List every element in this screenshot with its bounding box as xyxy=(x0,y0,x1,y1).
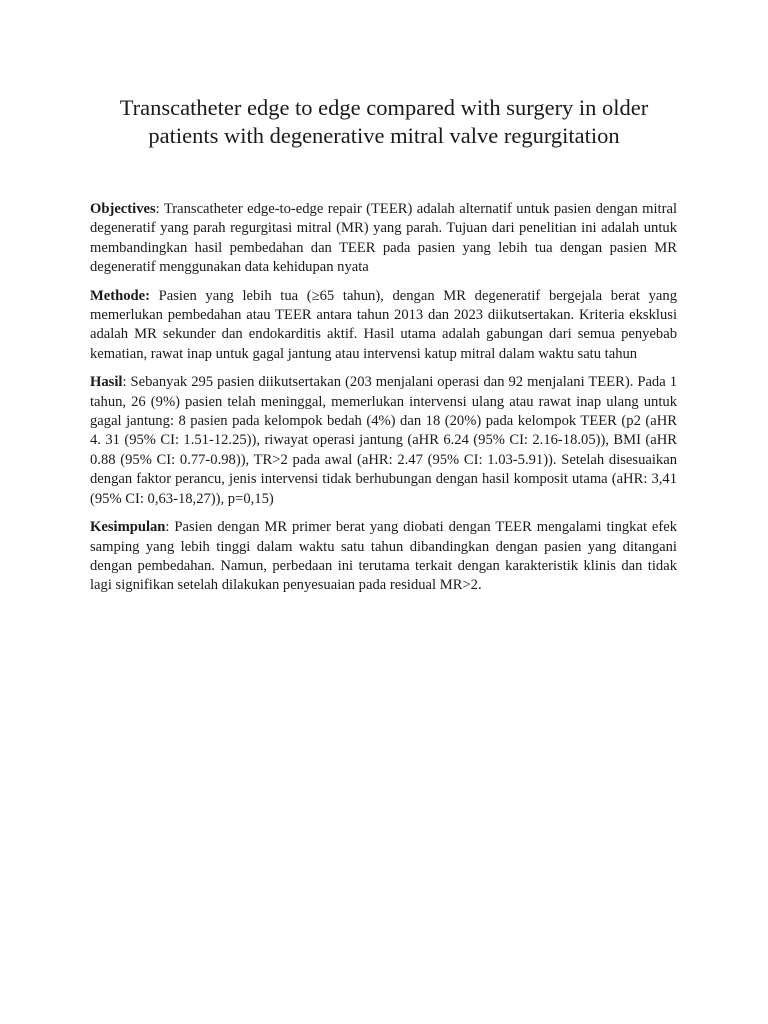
objectives-label: Objectives xyxy=(90,201,156,217)
methode-label: Methode: xyxy=(90,287,150,304)
document-title xyxy=(90,94,678,150)
kesimpulan-text: Pasien dengan MR primer berat yang diobati dengan TEER mengalami tingkat efek samping yang lebih tinggi dalam waktu satu tahun dibandingkan dengan pasien yang ditangani dengan pembedahan. Namun, perbedaan ini terutama terkait dengan karakteristik klinis dan tidak lagi signifikan setelah dilakukan penyesuaian pada residual MR>2. xyxy=(90,519,678,594)
hasil-paragraph xyxy=(90,373,677,509)
title-line-2: patients with degenerative mitral valve regurgitation xyxy=(148,123,620,148)
methode-separator xyxy=(150,288,159,304)
hasil-separator: : xyxy=(122,374,131,391)
hasil-label: Hasil xyxy=(90,374,123,391)
objectives-paragraph xyxy=(90,200,677,278)
hasil-text: Sebanyak 295 pasien diikutsertakan (203 menjalani operasi dan 92 menjalani TEER). Pada 1 tahun, 26 (9%) pasien telah meninggal, memerlukan intervensi ulang atau rawat inap ulang untuk gagal jantung: 8 pasien pada kelompok bedah (4%) dan 18 (20%) pada kelompok TEER (p2 (aHR 4. 31 (95% CI: 1.51-12.25)), riwayat operasi jantung (aHR 6.24 (95% CI: 2.16-18.05)), BMI (aHR 0.88 (95% CI: 0.77-0.98)), TR>2 pada awal (aHR: 2.47 (95% CI: 1.03-5.91)). Setelah disesuaikan dengan faktor perancu, jenis intervensi tidak berhubungan dengan hasil komposit utama (aHR: 3,41 (95% CI: 0,63-18,27)), p=0,15) xyxy=(90,374,677,507)
kesimpulan-paragraph xyxy=(90,518,677,596)
objectives-text: Transcatheter edge-to-edge repair (TEER) adalah alternatif untuk pasien dengan mitral degeneratif yang parah regurgitasi mitral (MR) yang parah. Tujuan dari penelitian ini adalah untuk membandingkan hasil pembedahan dan TEER pada pasien yang lebih tua dengan pasien MR degeneratif menggunakan data kehidupan nyata xyxy=(90,201,677,276)
kesimpulan-separator: : xyxy=(165,519,175,536)
title-line-1: Transcatheter edge to edge compared with surgery in older xyxy=(119,95,649,120)
abstract-body xyxy=(90,200,677,605)
methode-text: Pasien yang lebih tua (≥65 tahun), dengan MR degeneratif bergejala berat yang memerlukan pembedahan atau TEER antara tahun 2013 dan 2023 diikutsertakan. Kriteria eksklusi adalah MR sekunder dan endokarditis aktif. Hasil utama adalah gabungan dari semua penyebab kematian, rawat inap untuk gagal jantung atau intervensi katup mitral dalam waktu satu tahun xyxy=(90,287,678,362)
kesimpulan-label: Kesimpulan xyxy=(90,519,166,536)
methode-paragraph xyxy=(90,287,677,365)
objectives-separator: : xyxy=(155,201,164,217)
